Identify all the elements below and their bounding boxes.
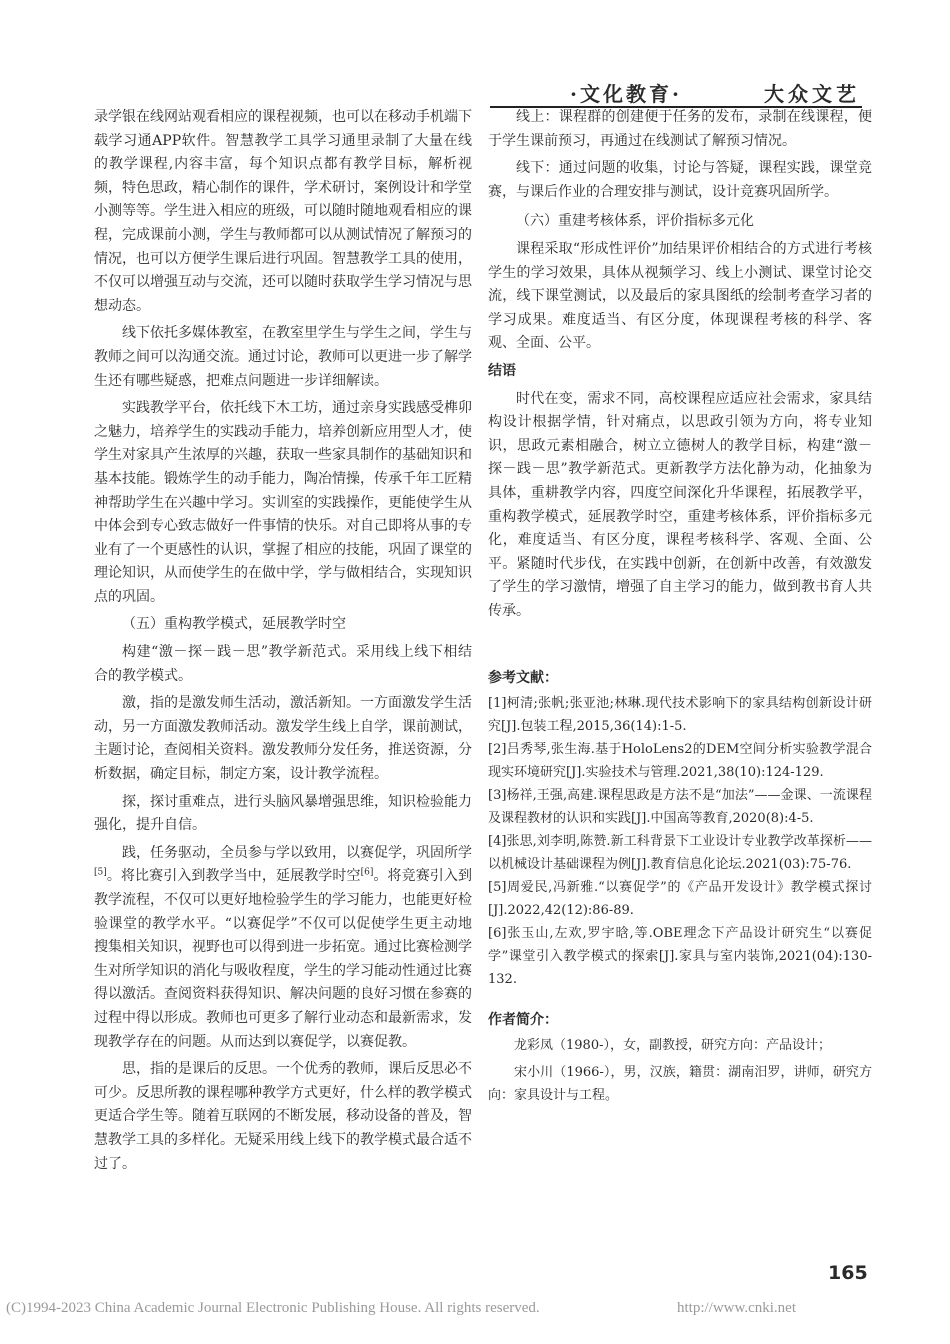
paragraph: 录学银在线网站观看相应的课程视频，也可以在移动手机端下载学习通APP软件。智慧教学工具学习通里录制了大量在线的教学课程,内容丰富，每个知识点都有教学目标，解析视频，特色思政，精心制作的课件，学术研讨，案例设计和学堂小测等等。学生进入相应的班级，可以随时随地观看相应的课程，完成课前小测，学生与教师都可以从测试情况了解预习的情况，也可以方便学生课后进行巩固。智慧教学工具的使用，不仅可以增强互动与交流，还可以随时获取学生学习情况与思想动态。 — [94, 109, 472, 314]
reference-item: [3]杨祥,王强,高建.课程思政是方法不是“加法”——金课、一流课程及课程教材的认识和实践[J].中国高等教育,2020(8):4-5. — [488, 788, 872, 827]
author-bio-heading: 作者简介： — [488, 1012, 558, 1029]
paragraph: 线下依托多媒体教室，在教室里学生与学生之间，学生与教师之间可以沟通交流。通过讨论，教师可以更进一步了解学生还有哪些疑惑，把难点问题进一步详细解读。 — [94, 325, 472, 389]
reference-item: [5]周爱民,冯新雅.“以赛促学”的《产品开发设计》教学模式探讨[J].2022,42(12):86-89. — [488, 880, 872, 919]
journal-name: 大众文艺 — [764, 82, 860, 106]
citation-marker: [5] — [94, 867, 107, 878]
right-column — [488, 106, 872, 1111]
paragraph-text: 践，任务驱动，全员参与学以致用，以赛促学，巩固所学 — [122, 844, 472, 861]
reference-item: [2]吕秀琴,张生海.基于HoloLens2的DEM空间分析实验教学混合现实环境研究[J].实验技术与管理.2021,38(10):124-129. — [488, 742, 872, 781]
paragraph: 课程采取“形成性评价”加结果评价相结合的方式进行考核学生的学习效果，具体从视频学习、线上小测试、课堂讨论交流，线下课堂测试，以及最后的家具图纸的绘制考查学习者的学习成果。难度适当、有区分度，体现课程考核的科学、客观、全面、公平。 — [488, 240, 872, 352]
paragraph: 激，指的是激发师生活动，激活新知。一方面激发学生活动，另一方面激发教师活动。激发学生线上自学，课前测试，主题讨论，查阅相关资料。激发教师分发任务，推送资源，分析数据，确定目标，制定方案，设计教学流程。 — [94, 695, 472, 783]
paragraph — [94, 842, 472, 1054]
reference-item: [4]张思,刘李明,陈赞.新工科背景下工业设计专业教学改革探析——以机械设计基础课程为例[J].教育信息化论坛.2021(03):75-76. — [488, 834, 872, 873]
paragraph: 探，探讨重难点，进行头脑风暴增强思维，知识检验能力强化，提升自信。 — [94, 793, 472, 834]
references-heading: 参考文献： — [488, 670, 558, 687]
running-header — [570, 78, 860, 106]
section-heading: （五）重构教学模式，延展教学时空 — [122, 616, 346, 633]
reference-item: [1]柯清;张帆;张亚池;林琳.现代技术影响下的家具结构创新设计研究[J].包装工程,2015,36(14):1-5. — [488, 696, 872, 735]
conclusion-heading: 结语 — [488, 362, 516, 379]
paragraph-text: 。将比赛引入到教学当中，延展教学时空 — [106, 868, 361, 885]
reference-item: [6]张玉山,左欢,罗宇晗,等.OBE理念下产品设计研究生“以赛促学”课堂引入教学模式的探索[J].家具与室内装饰,2021(04):130-132. — [488, 926, 872, 988]
copyright-notice: (C)1994-2023 China Academic Journal Electronic Publishing House. All rights reserved. — [6, 1300, 540, 1316]
section-label: ·文化教育· — [570, 82, 682, 106]
paragraph: 构建“激－探－践－思”教学新范式。采用线上线下相结合的教学模式。 — [94, 644, 472, 684]
citation-marker: [6] — [360, 867, 374, 878]
author-bio: 宋小川（1966-），男，汉族，籍贯：湖南汨罗，讲师，研究方向：家具设计与工程。 — [488, 1065, 872, 1104]
author-bio: 龙彩凤（1980-），女，副教授，研究方向：产品设计； — [514, 1038, 831, 1054]
paragraph: 线下：通过问题的收集，讨论与答疑，课程实践，课堂竞赛，与课后作业的合理安排与测试，设计竞赛巩固所学。 — [488, 160, 872, 200]
references-list — [488, 692, 872, 991]
conclusion-paragraph: 时代在变，需求不同，高校课程应适应社会需求，家具结构设计根据学情，针对痛点，以思政引领为方向，将专业知识，思政元素相融合，树立立德树人的教学目标，构建“激－探－践－思”教学新范式。更新教学方法化静为动，化抽象为具体，重耕教学内容，四度空间深化升华课程，拓展教学平，重构教学模式，延展教学时空，重建考核体系，评价指标多元化，难度适当、有区分度，课程考核科学、客观、全面、公平。紧随时代步伐，在实践中创新，在创新中改善，有效激发了学生的学习激情，增强了自主学习的能力，做到教书育人共传承。 — [488, 390, 872, 619]
section-heading: （六）重建考核体系，评价指标多元化 — [516, 213, 754, 230]
page-number: 165 — [828, 1262, 868, 1284]
paragraph: 线上：课程群的创建便于任务的发布，录制在线课程，便于学生课前预习，再通过在线测试了解预习情况。 — [488, 109, 872, 149]
paragraph-text: 。将竞赛引入到教学流程，不仅可以更好地检验学生的学习能力，也能更好检验课堂的教学水平。“以赛促学”不仅可以促使学生更主动地搜集相关知识，视野也可以得到进一步拓宽。通过比赛检测学生对所学知识的消化与吸收程度，学生的学习能动性通过比赛得以激活。查阅资料获得知识、解决问题的良好习惯在参赛的过程中得以形成。教师也可更多了解行业动态和最新需求，发现教学存在的问题。从而达到以赛促学，以赛促教。 — [94, 868, 473, 1050]
footer-link[interactable]: http://www.cnki.net — [676, 1300, 796, 1316]
paragraph: 思，指的是课后的反思。一个优秀的教师，课后反思必不可少。反思所教的课程哪种教学方式更好，什么样的教学模式更适合学生等。随着互联网的不断发展，移动设备的普及，智慧教学工具的多样化。无疑采用线上线下的教学模式最合适不过了。 — [94, 1061, 472, 1172]
left-column — [94, 106, 472, 1180]
paragraph: 实践教学平台，依托线下木工坊，通过亲身实践感受榫卯之魅力，培养学生的实践动手能力，培养创新应用型人才，使学生对家具产生浓厚的兴趣，获取一些家具制作的基础知识和基本技能。锻炼学生的动手能力，陶冶情操，传承千年工匠精神帮助学生在兴趣中学习。实训室的实践操作，更能使学生从中体会到专心致志做好一件事情的快乐。对自己即将从事的专业有了一个更感性的认识，掌握了相应的技能，巩固了课堂的理论知识，从而使学生的在做中学，学与做相结合，实现知识点的巩固。 — [94, 400, 472, 605]
